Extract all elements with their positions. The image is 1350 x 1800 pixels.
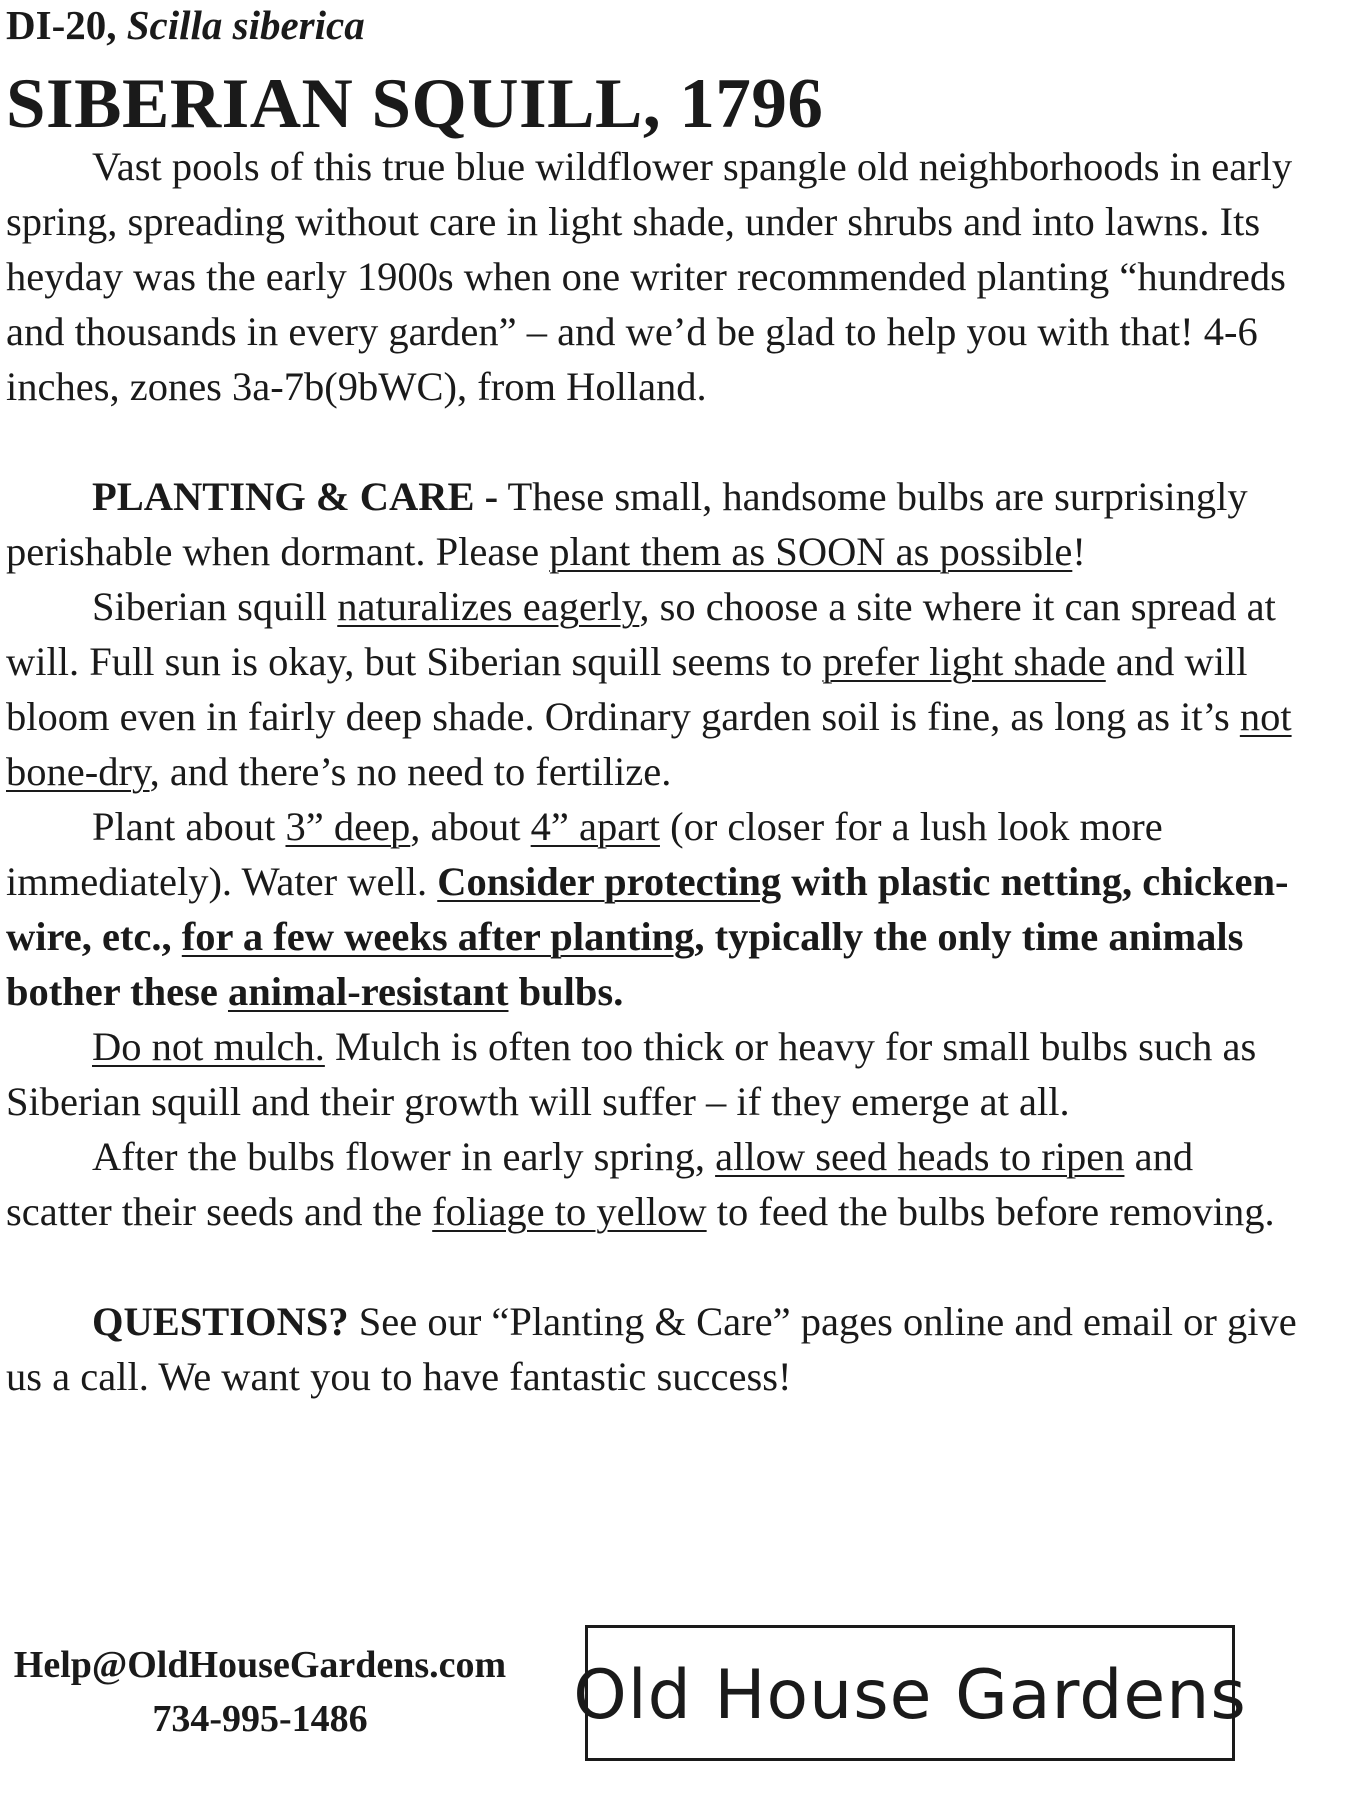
planting-emphasis: not bone-dry	[6, 694, 1292, 794]
planting-text: , about	[410, 804, 531, 849]
contact-block	[10, 1638, 510, 1746]
planting-emphasis: Do not mulch.	[92, 1024, 325, 1069]
questions-heading: QUESTIONS?	[92, 1299, 349, 1344]
brand-logo-text: Old House Gardens	[573, 1656, 1247, 1735]
planting-emphasis: allow seed heads to ripen	[715, 1134, 1125, 1179]
protection-emphasis: for a few weeks after planting	[181, 914, 695, 959]
protection-text: with plastic netting, chicken-wire, etc.,	[6, 859, 1289, 959]
paragraph-gap	[6, 414, 1306, 469]
protection-emphasis: Consider protecting	[437, 859, 782, 904]
planting-text: After the bulbs flower in early spring,	[92, 1134, 716, 1179]
planting-text: (or closer for a lush look more immediately). Water well.	[6, 804, 1163, 904]
planting-text: and will bloom even in fairly deep shade. Ordinary garden soil is fine, as long as it’s	[6, 639, 1248, 739]
planting-emphasis: 3” deep	[285, 804, 411, 849]
planting-text: to feed the bulbs before removing.	[706, 1189, 1275, 1234]
planting-emphasis: prefer light shade	[822, 639, 1106, 684]
protection-emphasis: animal-resistant	[227, 969, 509, 1014]
planting-text: and scatter their seeds and the	[6, 1134, 1194, 1234]
contact-email[interactable]: Help@OldHouseGardens.com	[13, 1644, 507, 1686]
planting-heading: PLANTING & CARE -	[92, 474, 499, 519]
questions-text: See our “Planting & Care” pages online and email or give us a call. We want you to have fantastic success!	[6, 1299, 1297, 1399]
planting-text: , and there’s no need to fertilize.	[149, 749, 672, 794]
product-code: DI-20,	[6, 2, 117, 48]
protection-text: bulbs.	[508, 969, 624, 1014]
contact-phone[interactable]: 734-995-1486	[152, 1698, 368, 1740]
planting-text: !	[1072, 529, 1086, 574]
planting-paragraph-4	[6, 1019, 1306, 1129]
planting-emphasis: foliage to yellow	[432, 1189, 707, 1234]
planting-text: Mulch is often too thick or heavy for small bulbs such as Siberian squill and their growth will suffer – if they emerge at all.	[6, 1024, 1257, 1124]
planting-text: Plant about	[92, 804, 286, 849]
planting-text: , so choose a site where it can spread at will. Full sun is okay, but Siberian squill seems to	[6, 584, 1276, 684]
planting-emphasis: plant them as SOON as possible	[549, 529, 1073, 574]
planting-paragraph-1	[6, 469, 1306, 579]
paragraph-gap	[6, 1239, 1306, 1294]
planting-text: These small, handsome bulbs are surprisingly perishable when dormant. Please	[6, 474, 1248, 574]
latin-name: Scilla siberica	[126, 2, 365, 48]
protection-text: , typically the only time animals bother these	[6, 914, 1244, 1014]
brand-logo	[573, 1625, 1247, 1761]
questions-paragraph	[6, 1294, 1306, 1404]
planting-emphasis: 4” apart	[530, 804, 660, 849]
intro-paragraph: Vast pools of this true blue wildflower spangle old neighborhoods in early spring, spreading without care in light shade, under shrubs and into lawns. Its heyday was the early 1900s when one writer recommended planting “hundreds and thousands in every garden” – and we’d be glad to help you with that! 4-6 inches, zones 3a-7b(9bWC), from Holland.	[6, 144, 1293, 409]
planting-emphasis: naturalizes eagerly	[337, 584, 640, 629]
body-text	[6, 139, 1306, 1404]
planting-paragraph-5	[6, 1129, 1306, 1239]
planting-paragraph-2	[6, 579, 1306, 799]
product-code-line	[6, 2, 365, 48]
brand-logo-wordmark	[573, 1638, 1247, 1748]
planting-paragraph-3	[6, 799, 1306, 1019]
planting-text: Siberian squill	[92, 584, 338, 629]
page-title: SIBERIAN SQUILL, 1796	[6, 65, 824, 143]
